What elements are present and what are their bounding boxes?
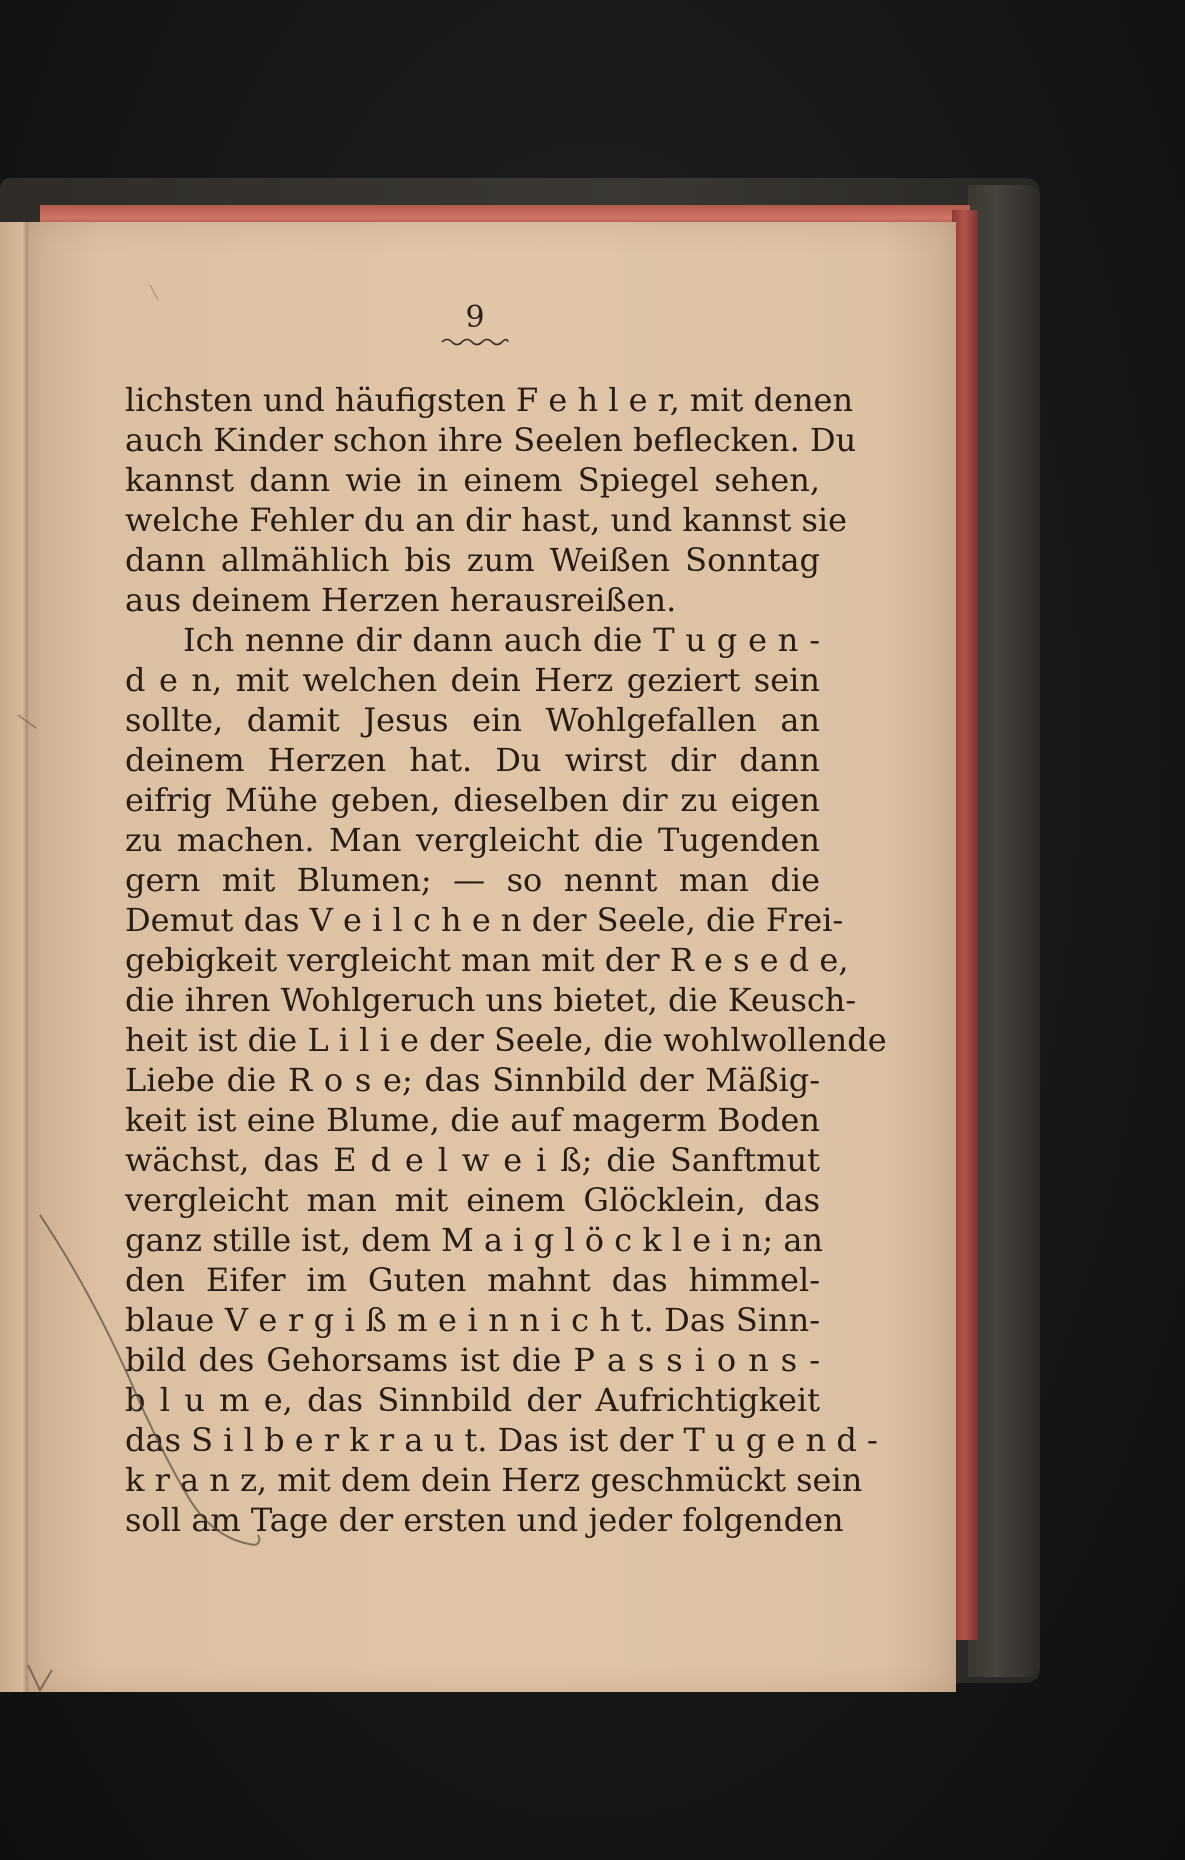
text-line: keit ist eine Blume, die auf magerm Boden xyxy=(125,1101,820,1139)
text-line: gern mit Blumen; — so nennt man die xyxy=(125,861,820,899)
text-line: kannst dann wie in einem Spiegel sehen, xyxy=(125,461,820,499)
text-line: b l u m e, das Sinnbild der Aufrichtigkeit xyxy=(125,1381,820,1419)
text-line: gebigkeit vergleicht man mit der R e s e d e, xyxy=(125,941,849,979)
text-line: das S i l b e r k r a u t. Das ist der T u g e n d - xyxy=(125,1421,878,1459)
page-body-text xyxy=(125,380,887,1540)
text-line: deinem Herzen hat. Du wirst dir dann xyxy=(125,741,820,779)
text-line: Liebe die R o s e; das Sinnbild der Mäßig- xyxy=(125,1061,820,1099)
text-line: eifrig Mühe geben, dieselben dir zu eigen xyxy=(125,781,820,819)
text-line: blaue V e r g i ß m e i n n i c h t. Das Sinn- xyxy=(125,1301,820,1339)
text-line: heit ist die L i l i e der Seele, die wohlwollende xyxy=(125,1021,887,1059)
book-spine-edge xyxy=(968,185,1040,1677)
text-line: aus deinem Herzen herausreißen. xyxy=(125,581,677,619)
text-line: soll am Tage der ersten und jeder folgenden xyxy=(125,1501,844,1539)
text-line: die ihren Wohlgeruch uns bietet, die Keusch- xyxy=(125,981,857,1019)
text-line: k r a n z, mit dem dein Herz geschmückt sein xyxy=(125,1461,863,1499)
text-line: Demut das V e i l c h e n der Seele, die Frei- xyxy=(125,901,844,939)
text-line: bild des Gehorsams ist die P a s s i o n s - xyxy=(125,1341,820,1379)
page-number-ornament xyxy=(440,336,510,348)
text-line: dann allmählich bis zum Weißen Sonntag xyxy=(125,541,820,579)
text-line: welche Fehler du an dir hast, und kannst sie xyxy=(125,501,848,539)
text-line: vergleicht man mit einem Glöcklein, das xyxy=(125,1181,820,1219)
text-line: ganz stille ist, dem M a i g l ö c k l e i n; an xyxy=(125,1221,824,1259)
text-line: auch Kinder schon ihre Seelen beflecken. Du xyxy=(125,421,857,459)
text-line: lichsten und häufigsten F e h l e r, mit denen xyxy=(125,381,854,419)
text-line: Ich nenne dir dann auch die T u g e n - xyxy=(183,621,820,659)
text-line: wächst, das E d e l w e i ß; die Sanftmut xyxy=(125,1141,820,1179)
text-line: sollte, damit Jesus ein Wohlgefallen an xyxy=(125,701,820,739)
text-line: den Eifer im Guten mahnt das himmel- xyxy=(125,1261,820,1299)
facing-page-edge xyxy=(0,222,28,1692)
page-number: 9 xyxy=(465,300,485,335)
text-line: d e n, mit welchen dein Herz geziert sein xyxy=(125,661,820,699)
text-line: zu machen. Man vergleicht die Tugenden xyxy=(125,821,820,859)
